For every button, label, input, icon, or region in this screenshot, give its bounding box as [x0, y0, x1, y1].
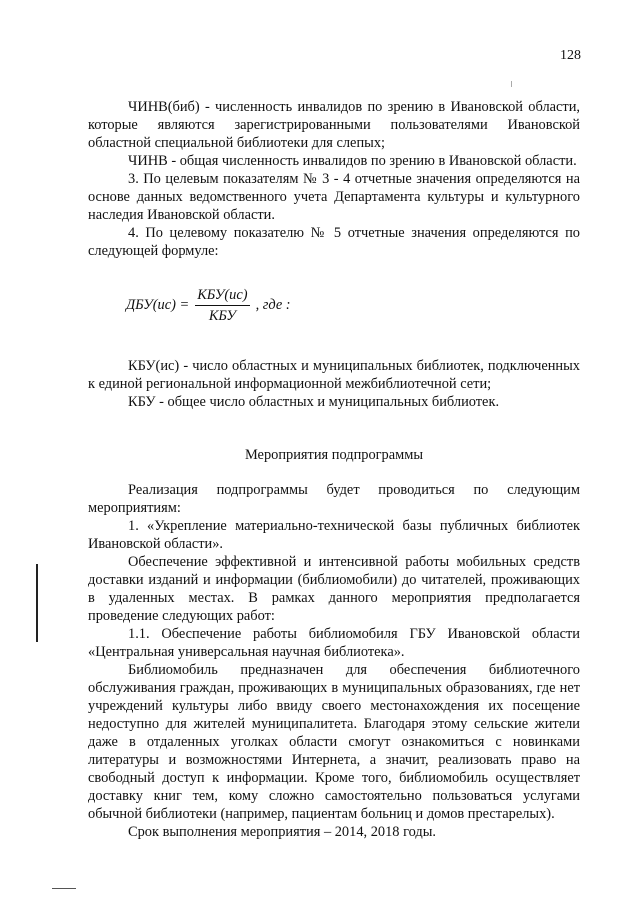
section-heading: Мероприятия подпрограммы	[244, 447, 424, 463]
formula-fraction	[195, 286, 249, 325]
paragraph-implementation: Реализация подпрограммы будет проводиться по следующим мероприятиям:	[88, 482, 580, 516]
paragraph-chinv-bib: ЧИНВ(биб) - численность инвалидов по зрению в Ивановской области, которые являются зарегистрированными пользователями Ивановской областной специальной библиотеки для слепых;	[88, 99, 580, 151]
paragraph-mobile-delivery: Обеспечение эффективной и интенсивной работы мобильных средств доставки изданий и информации (библиомобили) до читателей, проживающих в удаленных местах. В рамках данного мероприятия предполагается проведение следующих работ:	[88, 554, 580, 624]
paragraph-activity-1-1: 1.1. Обеспечение работы библиомобиля ГБУ Ивановской области «Центральная универсальная научная библиотека».	[88, 626, 580, 660]
paragraph-chinv: ЧИНВ - общая численность инвалидов по зрению в Ивановской области.	[128, 153, 577, 169]
activities-block	[88, 481, 580, 841]
paragraph-bibliomobile: Библиомобиль предназначен для обеспечения библиотечного обслуживания граждан, проживающих в муниципальных образованиях, где нет учреждений культуры либо ввиду своего местонахождения их посещение недоступно для жителей муниципалитета. Благодаря этому сельские жители даже в отдаленных уголках области смогут ознакомиться с новинками литературы и возможностями Интернета, а значит, реализовать право на свободный доступ к информации. Кроме того, библиомобиль осуществляет доставку книг тем, кому сложно самостоятельно пользоваться услугами обычной библиотеки (например, пациентам больниц и домов престарелых).	[88, 662, 580, 822]
paragraph-kbu-is: КБУ(ис) - число областных и муниципальных библиотек, подключенных к единой региональной информационной межбиблиотечной сети;	[88, 358, 580, 392]
formula-lhs: ДБУ(ис) =	[126, 297, 190, 313]
paragraph-indicators-3-4: 3. По целевым показателям № 3 - 4 отчетные значения определяются на основе данных ведомственного учета Департамента культуры и культурного наследия Ивановской области.	[88, 171, 580, 223]
margin-line	[36, 564, 38, 642]
page-number: 128	[560, 48, 581, 63]
paragraph-indicator-5: 4. По целевому показателю № 5 отчетные значения определяются по следующей формуле:	[88, 225, 580, 259]
paragraph-deadline: Срок выполнения мероприятия – 2014, 2018 годы.	[128, 824, 437, 840]
formula-definitions-block	[88, 357, 580, 411]
definitions-block	[88, 98, 580, 260]
section-heading-block	[88, 446, 580, 464]
formula-suffix: , где :	[255, 297, 291, 313]
formula-numerator: КБУ(ис)	[195, 286, 249, 306]
bottom-mark	[52, 888, 76, 889]
paragraph-activity-1: 1. «Укрепление материально-технической базы публичных библиотек Ивановской области».	[88, 518, 580, 552]
formula	[126, 286, 291, 325]
formula-denominator: КБУ	[208, 308, 236, 324]
scan-mark	[511, 81, 512, 87]
paragraph-kbu: КБУ - общее число областных и муниципальных библиотек.	[128, 394, 500, 410]
